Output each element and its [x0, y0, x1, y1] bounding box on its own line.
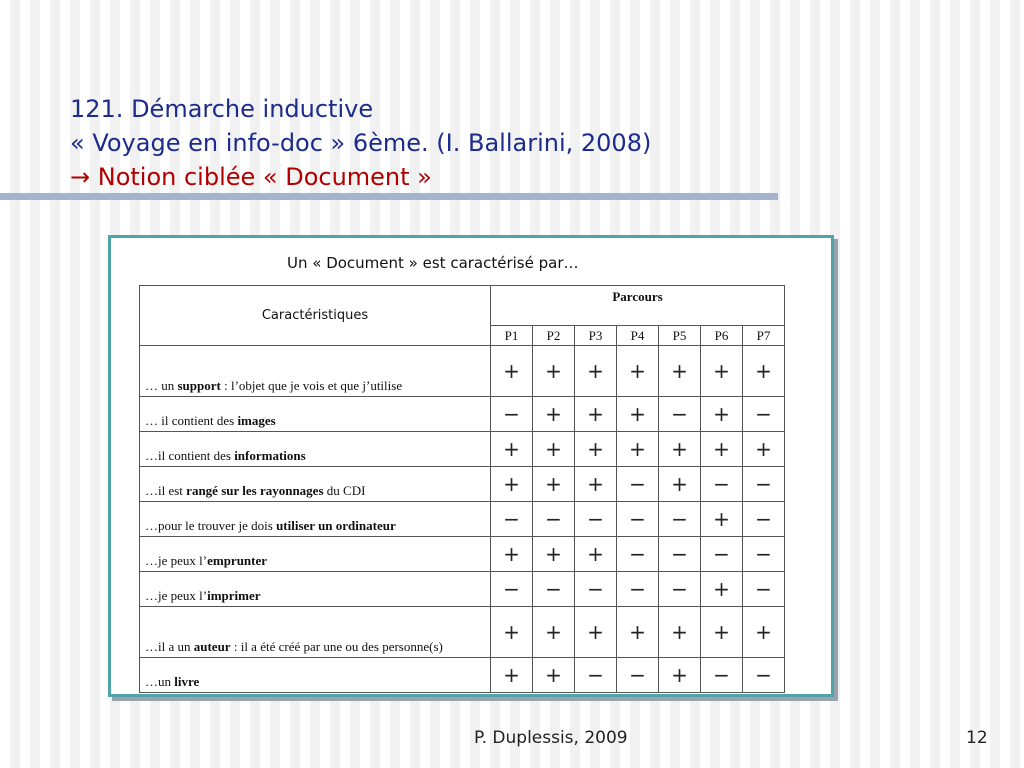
mark-cell: − — [617, 537, 659, 572]
mark-cell: − — [743, 572, 785, 607]
row-label-text: …je peux l’ — [145, 553, 208, 568]
table-row — [140, 467, 785, 502]
scanned-document-frame — [108, 235, 834, 697]
row-label — [140, 467, 491, 502]
mark-cell: − — [743, 537, 785, 572]
row-label-keyword: informations — [234, 448, 306, 463]
mark-cell: − — [575, 502, 617, 537]
mark-cell: + — [575, 607, 617, 658]
title-line-2: « Voyage en info-doc » 6ème. (I. Ballarini, 2008) — [70, 129, 652, 157]
mark-cell: + — [701, 572, 743, 607]
mark-cell: − — [701, 467, 743, 502]
table-row — [140, 572, 785, 607]
mark-cell: + — [533, 432, 575, 467]
row-label-keyword: livre — [174, 674, 200, 689]
mark-cell: + — [617, 397, 659, 432]
mark-cell: + — [701, 607, 743, 658]
mark-cell: + — [701, 502, 743, 537]
column-header-p3: P3 — [575, 326, 617, 346]
row-label — [140, 397, 491, 432]
mark-cell: − — [617, 502, 659, 537]
row-label — [140, 658, 491, 693]
footer-page-number: 12 — [966, 728, 988, 748]
mark-cell: − — [575, 658, 617, 693]
table-body — [140, 346, 785, 693]
mark-cell: − — [743, 397, 785, 432]
mark-cell: + — [533, 537, 575, 572]
mark-cell: + — [533, 397, 575, 432]
column-header-p6: P6 — [701, 326, 743, 346]
row-label-keyword: imprimer — [207, 588, 261, 603]
mark-cell: + — [575, 537, 617, 572]
mark-cell: − — [701, 658, 743, 693]
row-label-keyword: utiliser un ordinateur — [276, 518, 396, 533]
table-row — [140, 537, 785, 572]
mark-cell: − — [617, 658, 659, 693]
row-label-text: …un — [145, 674, 175, 689]
mark-cell: − — [659, 397, 701, 432]
table-row — [140, 346, 785, 397]
document-heading: Un « Document » est caractérisé par… — [287, 254, 579, 272]
mark-cell: − — [743, 467, 785, 502]
mark-cell: + — [701, 346, 743, 397]
mark-cell: + — [575, 432, 617, 467]
title-line-1: 121. Démarche inductive — [70, 95, 374, 123]
mark-cell: − — [575, 572, 617, 607]
title-divider — [0, 193, 778, 200]
title-line-3: → Notion ciblée « Document » — [70, 163, 432, 191]
row-label-text: …il a un — [145, 639, 194, 654]
table-row — [140, 502, 785, 537]
mark-cell: + — [491, 346, 533, 397]
mark-cell: + — [659, 467, 701, 502]
row-label-keyword: rangé sur les rayonnages — [186, 483, 324, 498]
mark-cell: + — [491, 537, 533, 572]
mark-cell: − — [491, 502, 533, 537]
mark-cell: − — [659, 502, 701, 537]
row-label-keyword: support — [177, 378, 221, 393]
row-label — [140, 346, 491, 397]
column-header-p5: P5 — [659, 326, 701, 346]
mark-cell: − — [743, 502, 785, 537]
row-label-text: …il est — [145, 483, 187, 498]
mark-cell: − — [491, 572, 533, 607]
mark-cell: + — [491, 432, 533, 467]
mark-cell: + — [533, 658, 575, 693]
row-label-keyword: images — [237, 413, 276, 428]
row-label — [140, 502, 491, 537]
row-label-suffix: : il a été créé par une ou des personne(s) — [230, 639, 443, 654]
mark-cell: + — [575, 346, 617, 397]
slide-title — [70, 92, 770, 194]
mark-cell: − — [659, 572, 701, 607]
column-header-p2: P2 — [533, 326, 575, 346]
mark-cell: + — [659, 346, 701, 397]
mark-cell: − — [533, 502, 575, 537]
column-header-p1: P1 — [491, 326, 533, 346]
column-header-p7: P7 — [743, 326, 785, 346]
mark-cell: + — [491, 467, 533, 502]
row-label-text: …je peux l’ — [145, 588, 208, 603]
mark-cell: + — [659, 607, 701, 658]
mark-cell: + — [617, 607, 659, 658]
characteristics-table — [139, 285, 785, 693]
mark-cell: − — [617, 572, 659, 607]
mark-cell: + — [617, 346, 659, 397]
column-header-p4: P4 — [617, 326, 659, 346]
mark-cell: + — [491, 607, 533, 658]
header-characteristics: Caractéristiques — [140, 286, 491, 346]
mark-cell: − — [743, 658, 785, 693]
mark-cell: + — [659, 658, 701, 693]
row-label-text: …pour le trouver je dois — [145, 518, 277, 533]
mark-cell: + — [575, 397, 617, 432]
table-row — [140, 397, 785, 432]
mark-cell: − — [491, 397, 533, 432]
mark-cell: + — [533, 607, 575, 658]
table-row — [140, 432, 785, 467]
row-label-suffix: : l’objet que je vois et que j’utilise — [220, 378, 403, 393]
mark-cell: + — [659, 432, 701, 467]
mark-cell: + — [743, 346, 785, 397]
table-row — [140, 658, 785, 693]
mark-cell: + — [533, 346, 575, 397]
row-label — [140, 432, 491, 467]
row-label — [140, 537, 491, 572]
mark-cell: − — [533, 572, 575, 607]
mark-cell: + — [743, 607, 785, 658]
mark-cell: + — [743, 432, 785, 467]
footer-author: P. Duplessis, 2009 — [474, 728, 628, 748]
mark-cell: + — [701, 397, 743, 432]
row-label-suffix: du CDI — [323, 483, 366, 498]
mark-cell: − — [659, 537, 701, 572]
mark-cell: + — [617, 432, 659, 467]
row-label-text: …il contient des — [145, 448, 235, 463]
row-label-keyword: auteur — [193, 639, 231, 654]
mark-cell: + — [491, 658, 533, 693]
row-label-text: … un — [145, 378, 178, 393]
row-label-keyword: emprunter — [207, 553, 268, 568]
row-label-text: … il contient des — [145, 413, 238, 428]
header-parcours: Parcours — [491, 286, 785, 326]
mark-cell: + — [701, 432, 743, 467]
mark-cell: − — [617, 467, 659, 502]
mark-cell: + — [533, 467, 575, 502]
mark-cell: + — [575, 467, 617, 502]
mark-cell: − — [701, 537, 743, 572]
row-label — [140, 572, 491, 607]
row-label — [140, 607, 491, 658]
table-row — [140, 607, 785, 658]
